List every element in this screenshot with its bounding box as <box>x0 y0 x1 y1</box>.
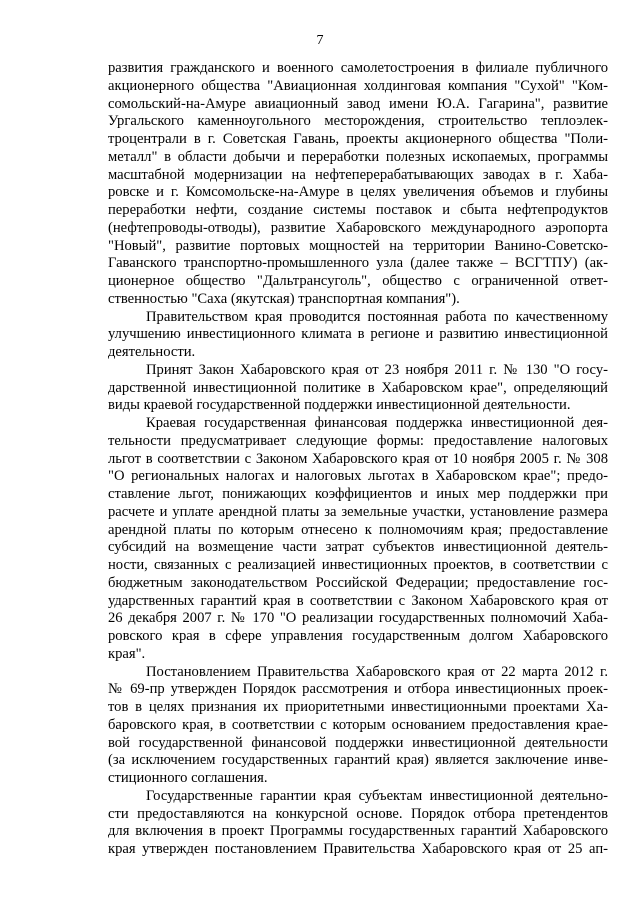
text-line: ставление льгот, понижающих коэффициентов и иных мер поддержки при <box>108 486 608 502</box>
text-line: бюджетным законодательством Российской Федерации; предоставление гос- <box>108 574 608 591</box>
text-line: троцентрали в г. Советская Гавань, проекты акционерного общества "Поли- <box>108 131 608 147</box>
text-line: баровского края, в соответствии с которым основанием предоставления крае- <box>108 716 608 733</box>
paragraph-5 <box>108 664 608 788</box>
text-line: края". <box>108 645 146 662</box>
text-line: стиционного соглашения. <box>108 770 268 786</box>
text-line: ности, связанных с реализацией инвестиционных проектов, в соответствии с <box>108 557 608 573</box>
text-line: сти предоставляются на конкурсной основе. Порядок отбора претендентов <box>108 805 608 822</box>
text-line: (за исключением государственных гарантий края) является заключение инве- <box>108 752 608 769</box>
text-line: субсидий на возмещение части затрат субъектов инвестиционной деятель- <box>108 539 608 556</box>
text-line: тельности предусматривает следующие формы: предоставление налоговых <box>108 432 608 449</box>
text-line: Краевая государственная финансовая поддержка инвестиционной дея- <box>146 415 608 431</box>
paragraph-1 <box>108 60 608 309</box>
text-line: ровского края в сфере управления государственным долгом Хабаровского <box>108 628 608 644</box>
paragraph-6 <box>108 788 608 859</box>
text-line: ровске и г. Комсомольске-на-Амуре в целях увеличения объемов и глубины <box>108 184 608 201</box>
text-line: Принят Закон Хабаровского края от 23 ноября 2011 г. № 130 "О госу- <box>146 361 608 378</box>
text-line: ударственных гарантий края в соответствии с Законом Хабаровского края от <box>108 592 608 609</box>
text-line: Постановлением Правительства Хабаровского края от 22 марта 2012 г. <box>146 663 608 680</box>
text-line: тов в целях признания их приоритетными инвестиционными проектами Ха- <box>108 699 608 715</box>
text-line: акционерного общества "Авиационная холдинговая компания "Сухой" "Ком- <box>108 77 608 94</box>
text-line: вой государственной финансовой поддержки инвестиционной деятельности <box>108 734 608 751</box>
text-line: масштабной модернизации на нефтеперерабатывающих заводах в г. Хаба- <box>108 166 608 183</box>
text-line: дарственной инвестиционной политике в Хабаровском крае", определяющий <box>108 379 608 396</box>
document-body <box>108 60 608 859</box>
text-line: Ургальского каменноугольного месторождения, строительство теплоэлек- <box>108 113 608 130</box>
paragraph-3 <box>108 362 608 415</box>
page-number: 7 <box>316 33 324 48</box>
text-line: 26 декабря 2007 г. № 170 "О реализации государственных полномочий Хаба- <box>108 610 608 627</box>
text-line: ционерное общество "Дальтрансуголь", общество с ограниченной ответ- <box>108 273 608 289</box>
text-line: края утвержден постановлением Правительства Хабаровского края от 25 ап- <box>108 841 608 857</box>
text-line: улучшению инвестиционного климата в регионе и развитию инвестиционной <box>108 326 608 343</box>
text-line: сомольский-на-Амуре авиационный завод имени Ю.А. Гагарина", развитие <box>108 95 608 112</box>
text-line: переработки нефти, создание системы поставок и сбыта нефтепродуктов <box>108 202 608 218</box>
text-line: льгот в соответствии с Законом Хабаровского края от 10 ноября 2005 г. № 308 <box>108 450 608 467</box>
text-line: Государственные гарантии края субъектам инвестиционной деятельно- <box>146 787 608 804</box>
text-line: для включения в проект Программы государственных гарантий Хабаровского <box>108 823 608 840</box>
text-line: "Новый", развитие портовых мощностей на территории Ванино-Советско- <box>108 237 608 254</box>
text-line: расчете и уплате арендной платы за земельные участки, установление размера <box>108 503 608 520</box>
text-line: Правительством края проводится постоянная работа по качественному <box>146 308 608 325</box>
paragraph-4 <box>108 415 608 664</box>
text-line: ственностью "Саха (якутская) транспортная компания"). <box>108 290 460 307</box>
paragraph-2 <box>108 309 608 362</box>
text-line: деятельности. <box>108 344 196 360</box>
text-line: виды краевой государственной поддержки инвестиционной деятельности. <box>108 397 571 414</box>
text-line: Гаванского транспортно-промышленного узла (далее также – ВСГТПУ) (ак- <box>108 255 608 272</box>
text-line: № 69-пр утвержден Порядок рассмотрения и отбора инвестиционных проек- <box>108 681 608 698</box>
text-line: "О региональных налогах и налоговых льготах в Хабаровском крае"; предо- <box>108 468 608 485</box>
text-line: арендной платы по которым отнесено к полномочиям края; предоставление <box>108 521 608 538</box>
text-line: (нефтепроводы-отводы), развитие Хабаровского международного аэропорта <box>108 219 608 236</box>
text-line: развития гражданского и военного самолетостроения в филиале публичного <box>108 60 608 76</box>
text-line: металл" в области добычи и переработки полезных ископаемых, программы <box>108 148 608 165</box>
